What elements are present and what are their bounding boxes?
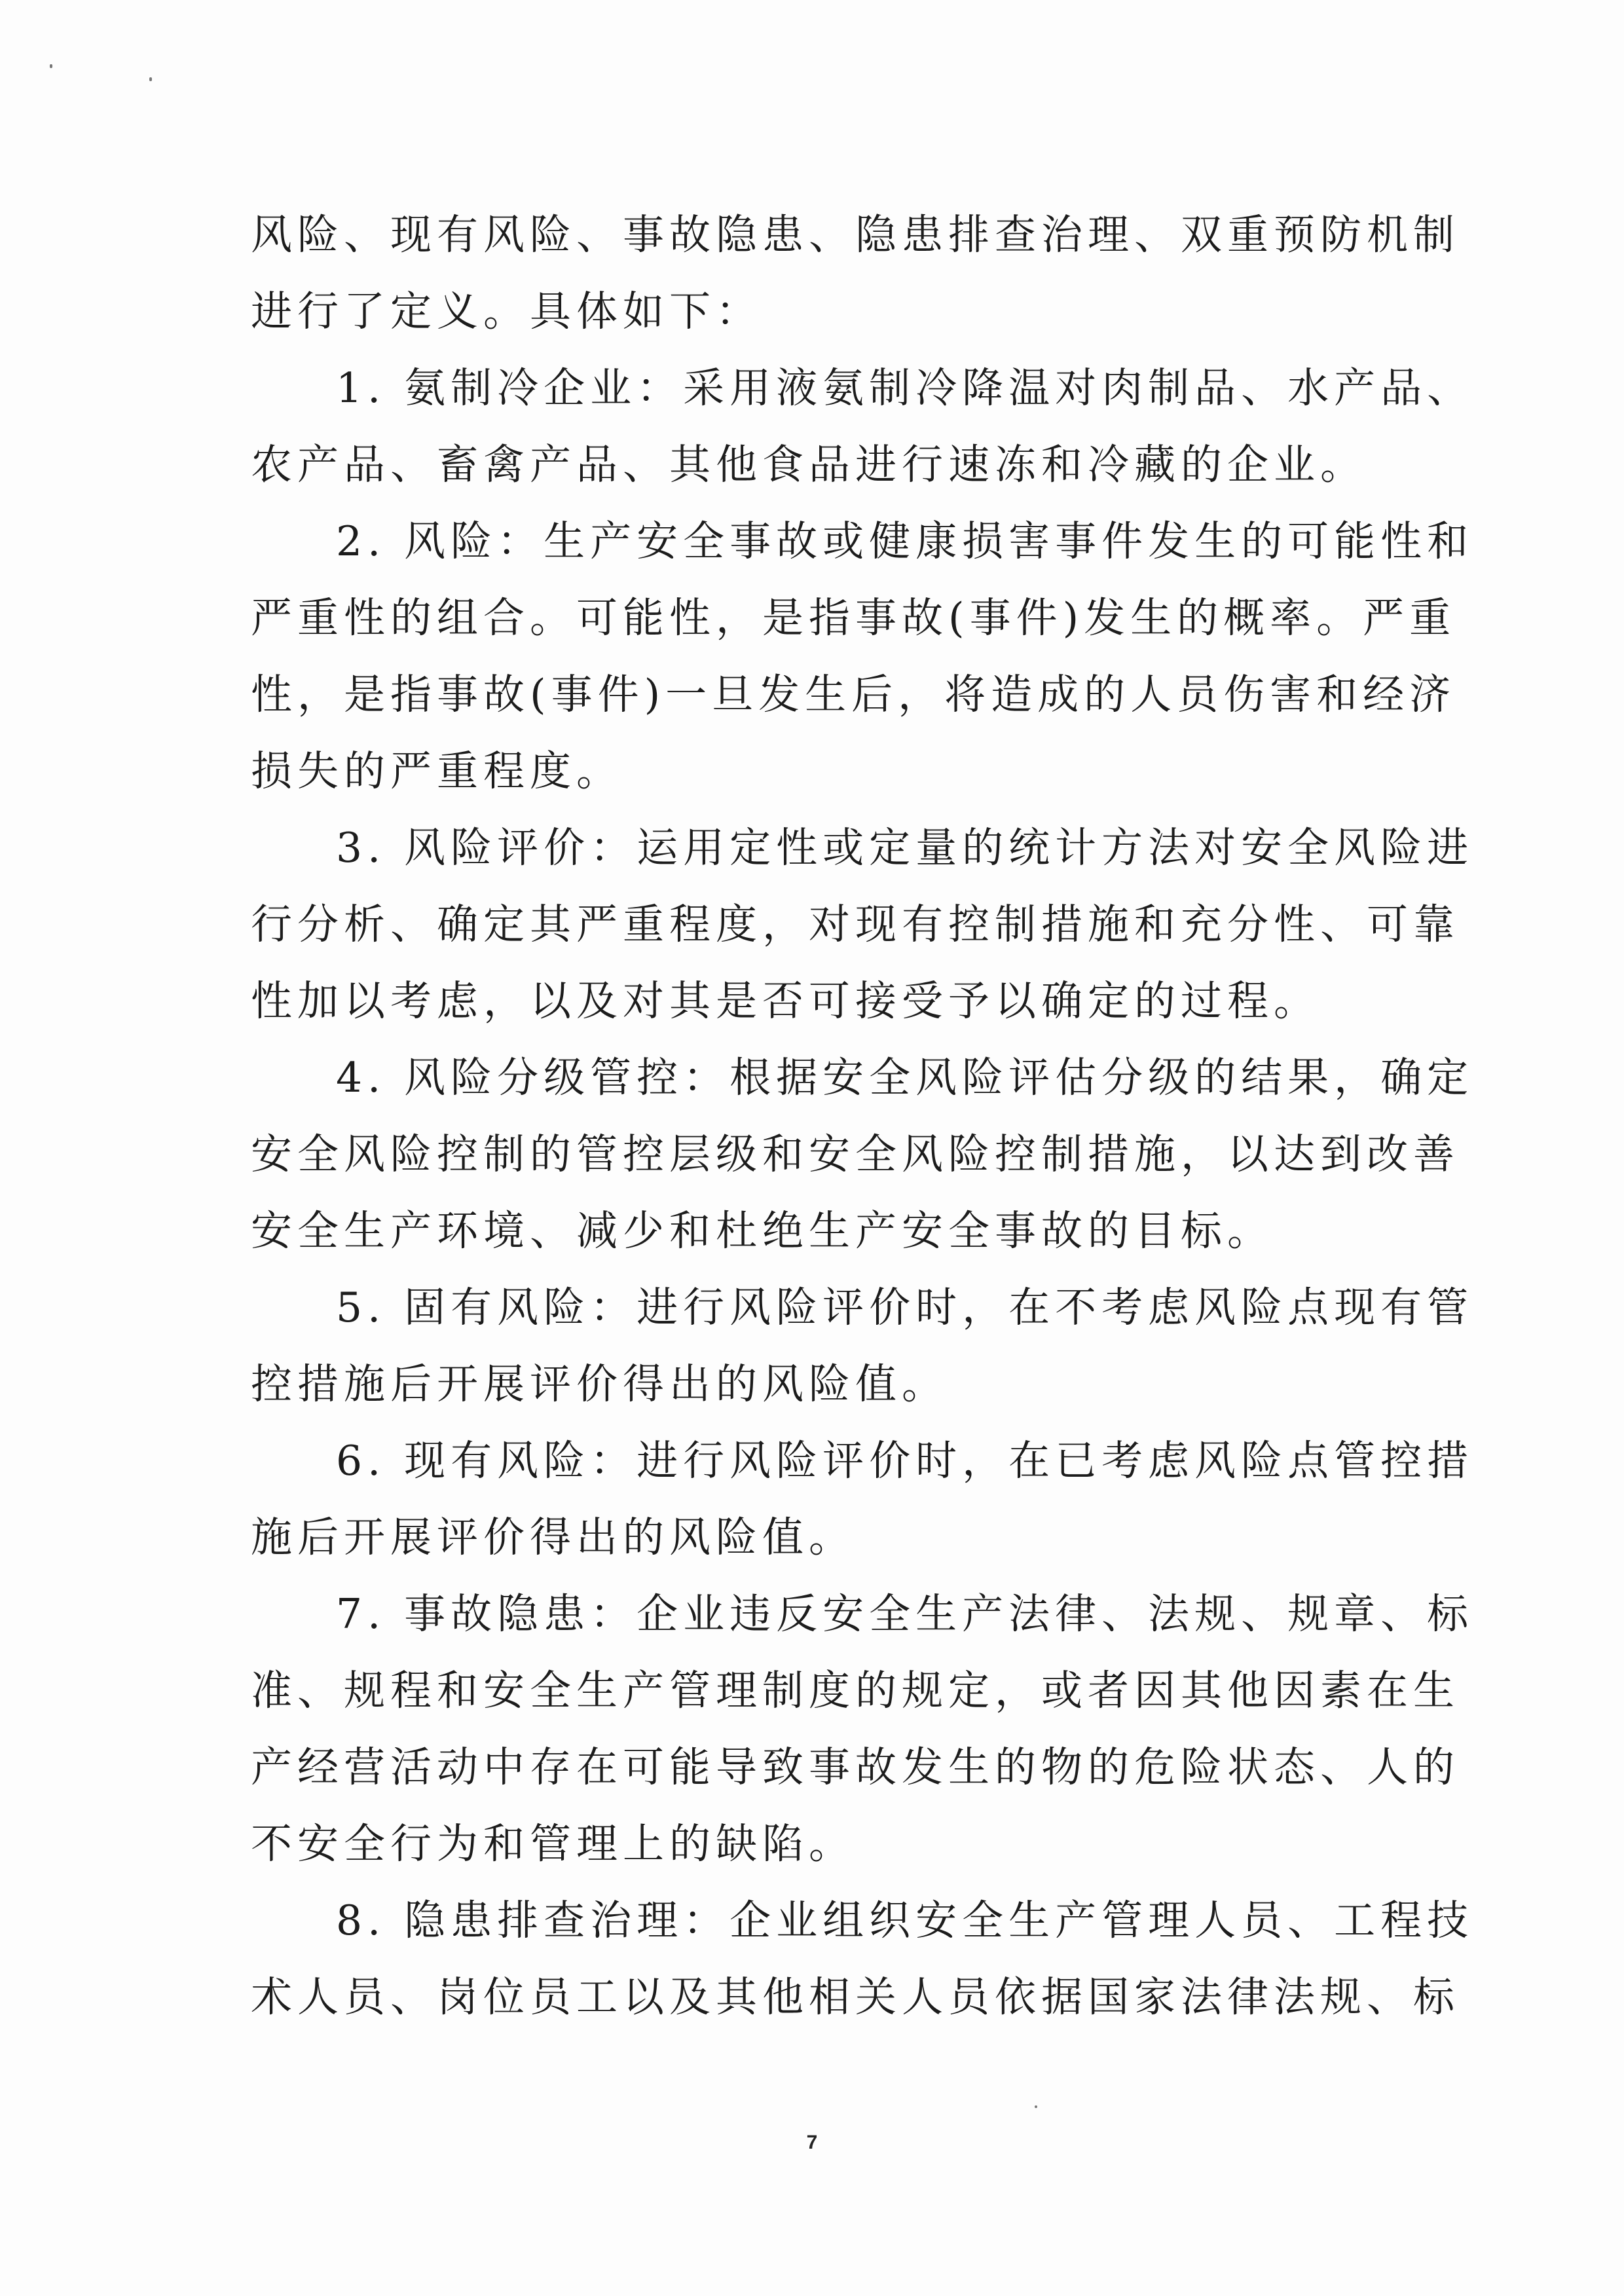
text-line: 施后开展评价得出的风险值。 [251,1513,855,1561]
scan-speck [149,77,152,81]
text-line: 6. 现有风险：进行风险评价时，在已考虑风险点管控措 [336,1437,1474,1485]
text-line: 1. 氨制冷企业：采用液氨制冷降温对肉制品、水产品、 [336,364,1474,412]
text-line: 严重性的组合。可能性，是指事故(事件)发生的概率。严重 [251,594,1456,642]
text-line: 4. 风险分级管控：根据安全风险评估分级的结果，确定 [336,1054,1474,1102]
text-line: 术人员、岗位员工以及其他相关人员依据国家法律法规、标 [251,1973,1460,2021]
text-line: 8. 隐患排查治理：企业组织安全生产管理人员、工程技 [336,1897,1474,1944]
text-line: 3. 风险评价：运用定性或定量的统计方法对安全风险进 [336,824,1474,872]
scan-speck [1035,2105,1037,2108]
text-line: 7. 事故隐患：企业违反安全生产法律、法规、规章、标 [336,1590,1474,1638]
scan-speck [50,64,52,68]
text-line: 不安全行为和管理上的缺陷。 [251,1820,855,1868]
text-line: 性，是指事故(事件)一旦发生后，将造成的人员伤害和经济 [251,671,1456,718]
text-line: 行分析、确定其严重程度，对现有控制措施和充分性、可靠 [251,900,1460,948]
text-line: 准、规程和安全生产管理制度的规定，或者因其他因素在生 [251,1667,1460,1714]
text-line: 性加以考虑，以及对其是否可接受予以确定的过程。 [251,977,1320,1025]
text-line: 控措施后开展评价得出的风险值。 [251,1360,948,1408]
text-line: 风险、现有风险、事故隐患、隐患排查治理、双重预防机制 [251,211,1460,259]
text-line: 进行了定义。具体如下： [251,287,762,335]
text-line: 产经营活动中存在可能导致事故发生的物的危险状态、人的 [251,1743,1460,1791]
text-line: 2. 风险：生产安全事故或健康损害事件发生的可能性和 [336,517,1474,565]
page-number: 7 [806,2132,818,2153]
text-line: 安全风险控制的管控层级和安全风险控制措施，以达到改善 [251,1130,1460,1178]
body-text [251,196,1474,2035]
text-line: 安全生产环境、减少和杜绝生产安全事故的目标。 [251,1207,1274,1255]
text-line: 损失的严重程度。 [251,747,623,795]
text-line: 5. 固有风险：进行风险评价时，在不考虑风险点现有管 [336,1284,1474,1331]
text-line: 农产品、畜禽产品、其他食品进行速冻和冷藏的企业。 [251,441,1367,489]
